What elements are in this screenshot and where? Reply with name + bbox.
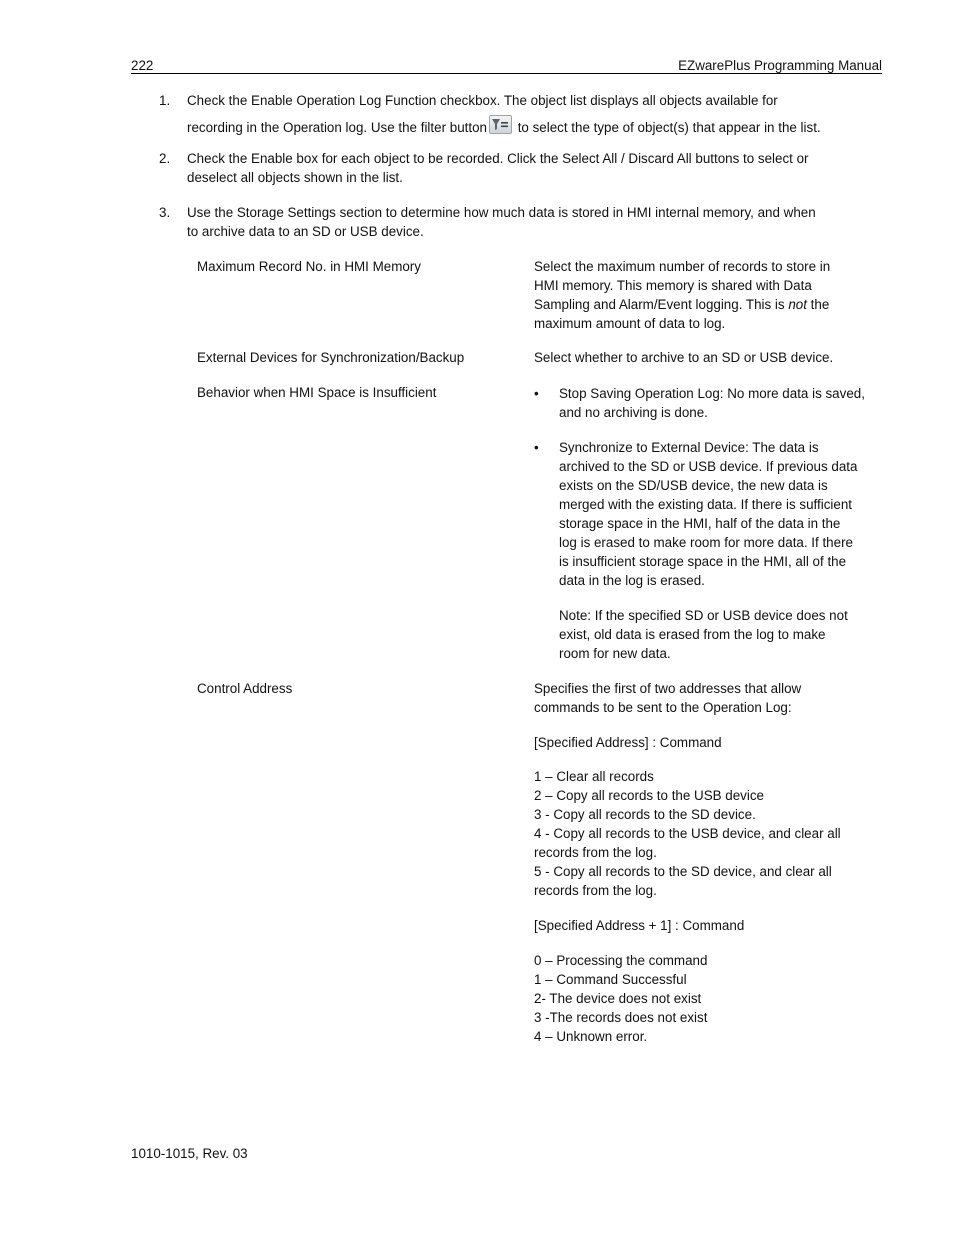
bullet-2-line-3: exists on the SD/USB device, the new data is xyxy=(559,478,828,493)
cmd-item: 2 – Copy all records to the USB device xyxy=(534,788,764,803)
status-item: 4 – Unknown error. xyxy=(534,1029,648,1044)
bullet-2-symbol: • xyxy=(534,440,539,455)
def-max-record xyxy=(534,257,884,333)
bullet-2-line-8: data in the log is erased. xyxy=(559,573,705,588)
step-2-number: 2. xyxy=(159,151,171,166)
bullet-2-line-4: merged with the existing data. If there is sufficient xyxy=(559,497,853,512)
manual-title: EZwarePlus Programming Manual xyxy=(678,58,882,73)
term-behavior: Behavior when HMI Space is Insufficient xyxy=(197,385,437,400)
bullet-2-line-7: is insufficient storage space in the HMI, all of the xyxy=(559,554,847,569)
note-line-2: exist, old data is erased from the log to make xyxy=(559,627,826,642)
control-intro-line-1: Specifies the first of two addresses that allow xyxy=(534,681,802,696)
cmd-item: 4 - Copy all records to the USB device, and clear all xyxy=(534,826,841,841)
step-2-line-1: Check the Enable box for each object to be recorded. Click the Select All / Discard All buttons to select or xyxy=(187,151,809,166)
note-line-1: Note: If the specified SD or USB device does not xyxy=(559,608,848,623)
def-external-devices: Select whether to archive to an SD or USB device. xyxy=(534,350,834,365)
def-control-intro xyxy=(534,679,884,717)
cmd-item: 3 - Copy all records to the SD device. xyxy=(534,807,756,822)
def-max-record-line-2: HMI memory. This memory is shared with Data xyxy=(534,278,812,293)
control-intro-line-2: commands to be sent to the Operation Log: xyxy=(534,700,792,715)
status-item: 0 – Processing the command xyxy=(534,953,708,968)
step-3-number: 3. xyxy=(159,205,171,220)
status-list xyxy=(534,951,884,1046)
footer-doc-id: 1010-1015, Rev. 03 xyxy=(131,1146,248,1161)
bullet-2-line-2: archived to the SD or USB device. If previous data xyxy=(559,459,858,474)
note-line-3: room for new data. xyxy=(559,646,671,661)
page-number: 222 xyxy=(131,58,154,73)
header-rule xyxy=(131,73,882,74)
bullet-1-line-2: and no archiving is done. xyxy=(559,405,708,420)
step-1-line-2 xyxy=(187,115,887,137)
cmd-item: 5 - Copy all records to the SD device, and clear all xyxy=(534,864,832,879)
status-item: 1 – Command Successful xyxy=(534,972,687,987)
behavior-note xyxy=(559,606,884,663)
cmd-item: records from the log. xyxy=(534,883,657,898)
cmd-item: 1 – Clear all records xyxy=(534,769,654,784)
bullet-2-text xyxy=(559,438,884,590)
bullet-2-line-6: log is erased to make room for more data. If there xyxy=(559,535,853,550)
term-external-devices: External Devices for Synchronization/Backup xyxy=(197,350,465,365)
bullet-2-line-1: Synchronize to External Device: The data is xyxy=(559,440,819,455)
def-max-record-line-3-pre: Sampling and Alarm/Event logging. This is xyxy=(534,297,789,312)
bullet-1-symbol: • xyxy=(534,386,539,401)
cmd-list xyxy=(534,767,884,900)
term-control-address: Control Address xyxy=(197,681,293,696)
step-3-line-1: Use the Storage Settings section to determine how much data is stored in HMI internal memory, and when xyxy=(187,205,816,220)
filter-icon xyxy=(489,115,512,134)
def-max-record-line-3-post: the xyxy=(806,297,830,312)
def-max-record-line-4: maximum amount of data to log. xyxy=(534,316,726,331)
bullet-1-line-1: Stop Saving Operation Log: No more data is saved, xyxy=(559,386,865,401)
term-max-record: Maximum Record No. in HMI Memory xyxy=(197,259,421,274)
def-max-record-line-3 xyxy=(534,295,884,314)
cmd-item: records from the log. xyxy=(534,845,657,860)
step-3-text xyxy=(187,203,887,241)
status-heading: [Specified Address + 1] : Command xyxy=(534,918,745,933)
step-2-text xyxy=(187,149,887,187)
step-1-number: 1. xyxy=(159,93,171,108)
step-1-line-1: Check the Enable Operation Log Function checkbox. The object list displays all objects available for xyxy=(187,93,778,108)
step-1-line-2-pre: recording in the Operation log. Use the filter button xyxy=(187,120,487,135)
step-3-line-2: to archive data to an SD or USB device. xyxy=(187,224,424,239)
step-1-text xyxy=(187,91,887,137)
status-item: 3 -The records does not exist xyxy=(534,1010,708,1025)
def-max-record-line-1: Select the maximum number of records to store in xyxy=(534,259,831,274)
def-max-record-emphasis: not xyxy=(788,297,807,312)
bullet-2-line-5: storage space in the HMI, half of the data in the xyxy=(559,516,841,531)
status-item: 2- The device does not exist xyxy=(534,991,702,1006)
step-2-line-2: deselect all objects shown in the list. xyxy=(187,170,403,185)
bullet-1-text xyxy=(559,384,884,422)
step-1-line-2-post: to select the type of object(s) that appear in the list. xyxy=(513,120,821,135)
cmd-heading: [Specified Address] : Command xyxy=(534,735,722,750)
